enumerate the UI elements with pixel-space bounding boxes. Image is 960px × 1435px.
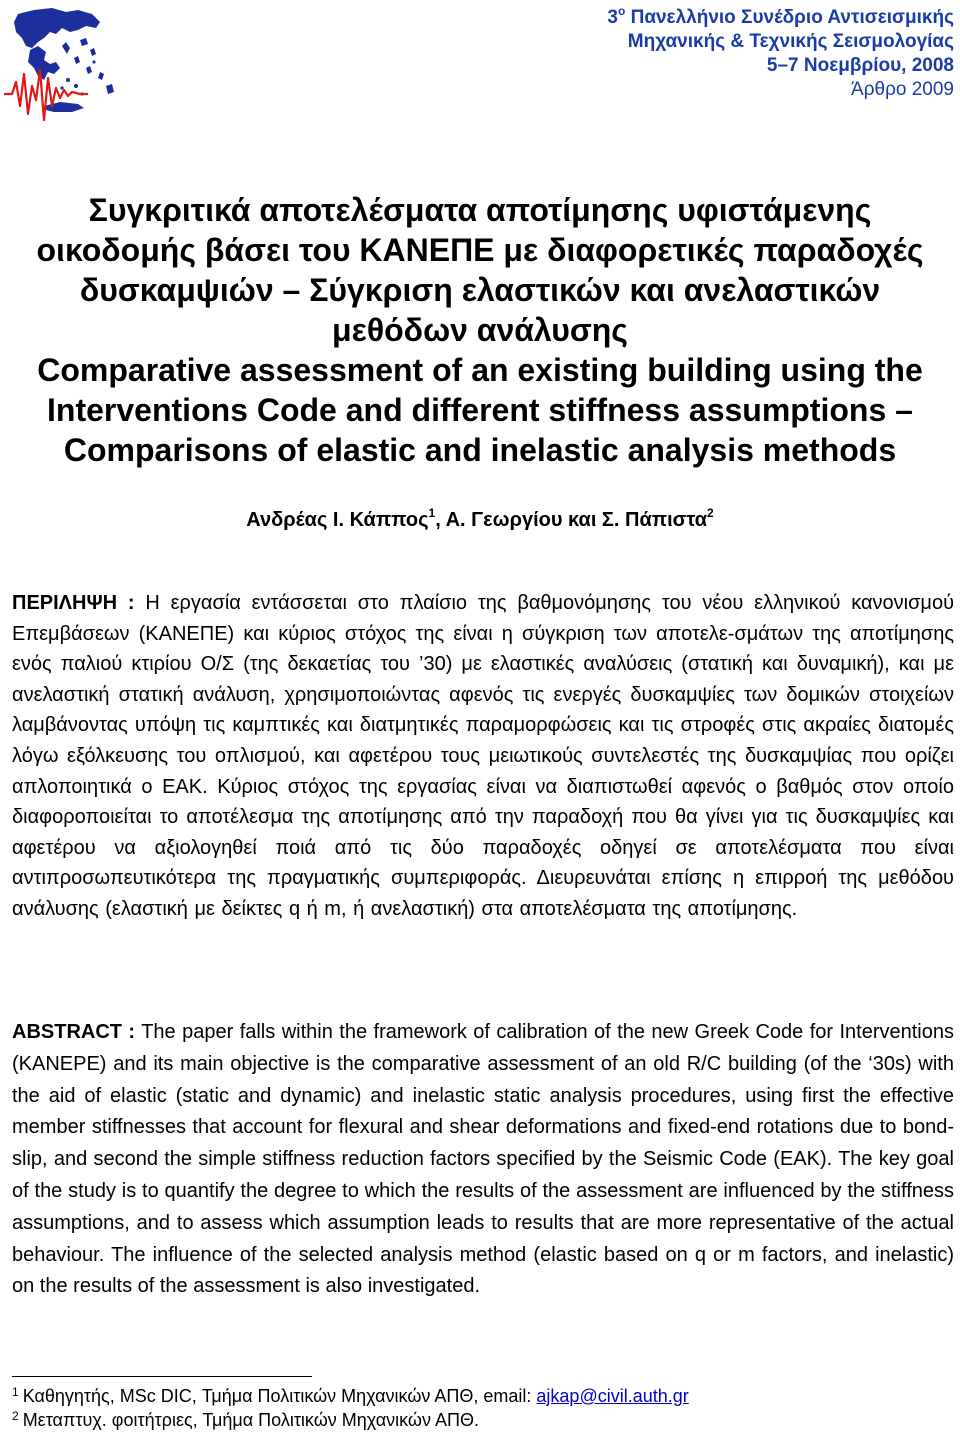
footnotes <box>12 1384 952 1432</box>
title-line: δυσκαμψιών – Σύγκριση ελαστικών και ανελαστικών <box>79 272 881 308</box>
paper-title <box>0 190 960 470</box>
greece-map-icon <box>14 8 114 112</box>
conference-name-line-1: $3^o$ Πανελλήνιο Συνέδριο Αντισεισμικής <box>607 4 954 28</box>
seismogram-wave <box>4 70 88 120</box>
footnote-separator <box>12 1376 312 1377</box>
title-line: Συγκριτικά αποτελέσματα αποτίμησης υφιστάμενης <box>88 192 872 228</box>
conference-header <box>484 6 954 102</box>
title-line: Interventions Code and different stiffness assumptions – <box>47 392 913 428</box>
abstract-greek-label: ΠΕΡΙΛΗΨΗ : <box>12 592 135 614</box>
abstract-english-label: ABSTRACT : <box>12 1021 136 1043</box>
footnote-2: $^2$ Μεταπτυχ. φοιτήτριες, Τμήμα Πολιτικών Μηχανικών ΑΠΘ. <box>12 1409 479 1430</box>
footnote-1: $^1$ Καθηγητής, MSc DIC, Τμήμα Πολιτικών Μηχανικών ΑΠΘ, email: ajkap@civil.auth.gr <box>12 1385 689 1406</box>
abstract-greek-text: Η εργασία εντάσσεται στο πλαίσιο της βαθμονόμησης του νέου ελληνικού κανονισμού Επεμβάσεων (ΚΑΝΕΠΕ) και κύριος στόχος της είναι η σύγκριση των αποτελε-σμάτων της αποτίμησης ενός παλιού κτιρίου Ο/Σ (της δεκαετίας του ’30) με ελαστικές αναλύσεις (στατική και δυναμική), και με ανελαστική στατική ανάλυση, χρησιμοποιώντας αφενός τις ενεργές δυσκαμψίες των δομικών στοιχείων λαμβάνοντας υπόψη τις καμπτικές και διατμητικές παραμορφώσεις και τις στροφές στις ακραίες διατομές λόγω εξόλκευσης του οπλισμού, και αφετέρου τους μειωτικούς συντελεστές της δυσκαμψίας που ορίζει απλοποιητικά ο ΕΑΚ. Κύριος στόχος της εργασίας είναι να διαπιστωθεί αφενός ο βαθμός στον οποίο διαφοροποιείται το αποτέλεσμα της αποτίμησης από την παραδοχή που θα γίνει για τις δυσκαμψίες και αφετέρου να αξιολογηθεί ποιά από τις δύο παραδοχές οδηγεί σε αποτελέσματα που είναι αντιπροσωπευτικότερα της πραγματικής συμπεριφοράς. Διευρευνάται επίσης η επιρροή της μεθόδου ανάλυσης (ελαστική με δείκτες q ή m, ή ανελαστική) στα αποτελέσματα της αποτίμησης. <box>12 592 955 920</box>
title-line: Comparative assessment of an existing building using the <box>37 352 923 388</box>
abstract-english <box>12 1017 954 1303</box>
conference-date: 5–7 Νοεμβρίου, 2008 <box>766 55 954 76</box>
title-line: οικοδομής βάσει του ΚΑΝΕΠΕ με διαφορετικές παραδοχές <box>36 232 924 268</box>
abstract-english-text: The paper falls within the framework of calibration of the new Greek Code for Interventions (KANEPE) and its main objective is the comparative assessment of an old R/C building (of the ‘30s) with the aid of elastic (static and dynamic) and inelastic static analysis procedures, using first the effective member stiffnesses that account for flexural and shear deformations and fixed-end rotations due to bond-slip, and second the simple stiffness reduction factors specified by the Seismic Code (EAK). The key goal of the study is to quantify the degree to which the results of the assessment are influenced by the stiffness assumptions, and to assess which assumption leads to results that are more representative of the actual behaviour. The influence of the selected analysis method (elastic based on q or m factors, and inelastic) on the results of the assessment is also investigated. <box>12 1021 954 1298</box>
greece-map-seismogram-logo <box>4 2 124 124</box>
email-link[interactable]: ajkap@civil.auth.gr <box>536 1386 689 1406</box>
article-number: Άρθρο 2009 <box>851 79 954 100</box>
authors: Ανδρέας Ι. Κάππος$^1$, Α. Γεωργίου και Σ. Πάπιστα$^2$ <box>246 506 714 531</box>
title-line: Comparisons of elastic and inelastic analysis methods <box>63 432 897 468</box>
conference-name-line-2: Μηχανικής & Τεχνικής Σεισμολογίας <box>627 31 954 52</box>
abstract-greek <box>12 588 954 925</box>
title-line: μεθόδων ανάλυσης <box>332 312 628 348</box>
